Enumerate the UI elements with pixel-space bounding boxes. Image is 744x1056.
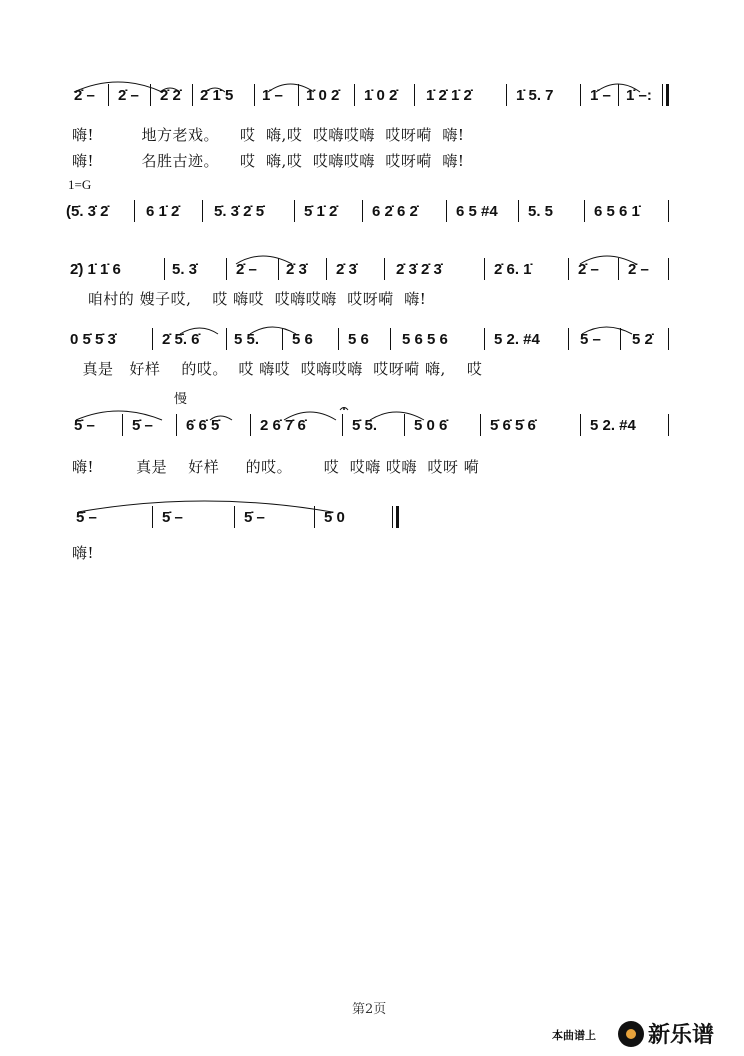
measure: 5̇ – — [244, 509, 265, 526]
barline — [326, 258, 327, 280]
measure: 2̇ 2̇ — [160, 87, 181, 104]
measure: 5̇ – — [162, 509, 183, 526]
measure: 1̇ 0 2̇ — [306, 87, 340, 104]
repeat-end-thick — [666, 84, 669, 106]
barline — [152, 328, 153, 350]
measure: 1̇ –: — [626, 87, 652, 104]
measure: 5 5. — [234, 331, 260, 348]
measure: 5. 5 — [528, 203, 554, 220]
barline — [668, 200, 669, 222]
lyric-line: 咱村的 嫂子哎, 哎 嗨哎 哎嗨哎嗨 哎呀嗬 嗨! — [72, 290, 427, 308]
measure: 6 5 #4 — [456, 203, 498, 220]
measure: 1̇ – — [590, 87, 611, 104]
measure: (5̇. 3̇ 2̇ — [66, 203, 109, 220]
measure: 5. 3̇ — [172, 261, 198, 278]
barline — [518, 200, 519, 222]
measure: 2̇) 1̇ 1̇ 6 — [70, 261, 121, 278]
lyric-line: 真是 好样 的哎。 哎 嗨哎 哎嗨哎嗨 哎呀嗬 嗨, 哎 — [72, 360, 483, 378]
barline — [176, 414, 177, 436]
barline — [620, 328, 621, 350]
barline — [122, 414, 123, 436]
measure: 2̇ 1̇ 5 — [200, 87, 234, 104]
measure: 2̇ 3̇ — [336, 261, 357, 278]
barline — [484, 328, 485, 350]
measure: 2̇ 3̇ 2̇ 3̇ — [396, 261, 442, 278]
measure: 5 6 — [348, 331, 369, 348]
barline — [668, 414, 669, 436]
barline — [568, 328, 569, 350]
measure: 6 1̇ 2̇ — [146, 203, 180, 220]
barline — [362, 200, 363, 222]
system-3-notes — [0, 260, 744, 290]
measure: 2̇ 5̇. 6̇ — [162, 331, 200, 348]
barline — [108, 84, 109, 106]
measure: 5̇ – — [76, 509, 97, 526]
barline — [192, 84, 193, 106]
measure: 5 6 — [292, 331, 313, 348]
measure: 2̇ – — [118, 87, 139, 104]
final-barline-thick — [396, 506, 399, 528]
lyric-line: 嗨! 地方老戏。 哎 嗨,哎 哎嗨哎嗨 哎呀嗬 嗨! — [72, 126, 465, 144]
barline — [384, 258, 385, 280]
measure: 1̇ 5. 7 — [516, 87, 554, 104]
measure: 5̇. 3̇ 2̇ 5̇ — [214, 203, 265, 220]
measure: 1̇ 0 2̇ — [364, 87, 398, 104]
barline — [404, 414, 405, 436]
measure: 5 2̇ — [632, 331, 653, 348]
barline — [298, 84, 299, 106]
barline — [568, 258, 569, 280]
barline — [618, 84, 619, 106]
upload-note: 本曲谱上 — [552, 1030, 596, 1042]
barline — [484, 258, 485, 280]
measure: 2̇ – — [74, 87, 95, 104]
barline — [506, 84, 507, 106]
barline — [254, 84, 255, 106]
barline — [342, 414, 343, 436]
measure: 5̇ 5. — [352, 417, 378, 434]
barline — [234, 506, 235, 528]
barline — [164, 258, 165, 280]
measure: 5̇ 0 — [324, 509, 345, 526]
system-4-notes — [0, 330, 744, 360]
barline — [668, 258, 669, 280]
measure: 2̇ 6. 1̇ — [494, 261, 532, 278]
barline — [294, 200, 295, 222]
brand-name: 新乐谱 — [648, 1022, 715, 1047]
measure: 2 6̇ 7̇ 6̇ — [260, 417, 306, 434]
barline — [250, 414, 251, 436]
measure: 2̇ – — [578, 261, 599, 278]
barline — [278, 258, 279, 280]
system-2-notes — [0, 202, 744, 232]
measure: 5 2. #4 — [494, 331, 540, 348]
measure: 6 5 6 1̇ — [594, 203, 640, 220]
measure: 2̇ – — [628, 261, 649, 278]
measure: 1̇ – — [262, 87, 283, 104]
measure: 5̇ 6̇ 5̇ 6̇ — [490, 417, 536, 434]
barline — [314, 506, 315, 528]
barline — [390, 328, 391, 350]
measure: 2̇ – — [236, 261, 257, 278]
measure: 6 2̇ 6 2̇ — [372, 203, 418, 220]
lyric-line: 嗨! 名胜古迹。 哎 嗨,哎 哎嗨哎嗨 哎呀嗬 嗨! — [72, 152, 465, 170]
barline — [152, 506, 153, 528]
system-1-notes — [0, 86, 744, 116]
system-6-notes — [0, 508, 744, 538]
measure: 5̇ 1̇ 2̇ — [304, 203, 338, 220]
brand-logo[interactable] — [618, 1018, 714, 1049]
measure: 5 – — [580, 331, 601, 348]
barline — [354, 84, 355, 106]
barline — [414, 84, 415, 106]
measure: 1̇ 2̇ 1̇ 2̇ — [426, 87, 472, 104]
barline — [134, 200, 135, 222]
barline — [226, 328, 227, 350]
repeat-end-thin — [662, 84, 663, 106]
tempo-marking: 慢 — [174, 392, 188, 407]
lyric-line: 嗨! — [72, 544, 95, 562]
key-signature: 1=G — [68, 177, 92, 192]
barline — [338, 328, 339, 350]
measure: 5̇ – — [74, 417, 95, 434]
barline — [584, 200, 585, 222]
system-5-notes — [0, 416, 744, 446]
barline — [150, 84, 151, 106]
measure: 2̇ 3̇ — [286, 261, 307, 278]
measure: 5̇ – — [132, 417, 153, 434]
final-barline-thin — [392, 506, 393, 528]
measure: 5 6 5 6 — [402, 331, 448, 348]
measure: 6̇ 6̇ 5̇ — [186, 417, 220, 434]
barline — [226, 258, 227, 280]
barline — [446, 200, 447, 222]
barline — [202, 200, 203, 222]
barline — [282, 328, 283, 350]
vinyl-record-icon — [618, 1021, 644, 1047]
barline — [580, 84, 581, 106]
measure: 5 0 6̇ — [414, 417, 448, 434]
barline — [580, 414, 581, 436]
barline — [668, 328, 669, 350]
measure: 0 5̇ 5̇ 3̇ — [70, 331, 116, 348]
barline — [480, 414, 481, 436]
barline — [618, 258, 619, 280]
lyric-line: 嗨! 真是 好样 的哎。 哎 哎嗨 哎嗨 哎呀 嗬 — [72, 458, 480, 476]
page-number: 第2页 — [352, 1002, 387, 1017]
measure: 5 2. #4 — [590, 417, 636, 434]
